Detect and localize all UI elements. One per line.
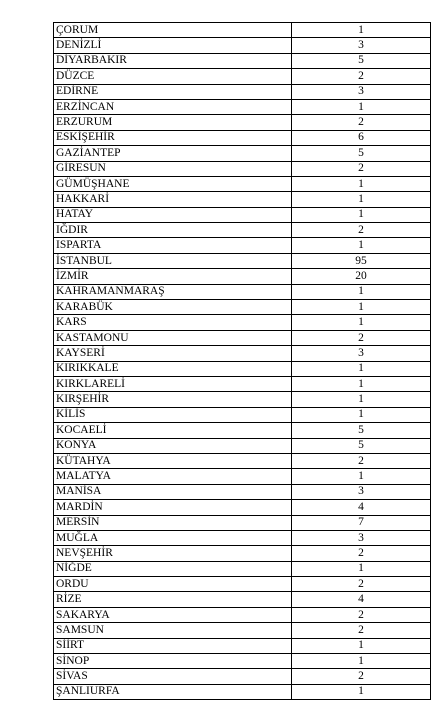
table-row [54,269,431,284]
province-name-cell: ERZURUM [54,115,292,130]
province-count-cell: 4 [292,500,431,515]
province-name-cell: KIRŞEHİR [54,392,292,407]
province-name-cell: ŞANLIURFA [54,684,292,699]
province-count-cell: 2 [292,623,431,638]
province-count-cell: 2 [292,546,431,561]
table-row [54,530,431,545]
province-count-cell: 20 [292,269,431,284]
province-count-cell: 5 [292,438,431,453]
province-count-table [53,22,431,700]
province-name-cell: MALATYA [54,469,292,484]
province-count-cell: 4 [292,592,431,607]
table-row [54,284,431,299]
province-name-cell: NİĞDE [54,561,292,576]
table-row [54,376,431,391]
table-row [54,592,431,607]
table-row [54,315,431,330]
province-name-cell: GÜMÜŞHANE [54,176,292,191]
table-row [54,300,431,315]
table-row [54,546,431,561]
province-count-cell: 5 [292,423,431,438]
table-row [54,638,431,653]
table-row [54,392,431,407]
province-count-cell: 2 [292,607,431,622]
table-row [54,684,431,699]
province-name-cell: KOCAELİ [54,423,292,438]
province-name-cell: MUĞLA [54,530,292,545]
table-row [54,207,431,222]
province-name-cell: KÜTAHYA [54,453,292,468]
province-name-cell: HAKKARİ [54,192,292,207]
province-name-cell: DENİZLİ [54,38,292,53]
province-count-cell: 3 [292,84,431,99]
province-count-cell: 5 [292,53,431,68]
province-count-cell: 6 [292,130,431,145]
province-count-cell: 1 [292,99,431,114]
province-count-cell: 3 [292,38,431,53]
table-row [54,253,431,268]
table-row [54,469,431,484]
province-count-cell: 2 [292,577,431,592]
table-row [54,99,431,114]
province-count-cell: 2 [292,69,431,84]
table-row [54,438,431,453]
province-count-cell: 1 [292,176,431,191]
province-count-cell: 1 [292,207,431,222]
province-name-cell: KIRIKKALE [54,361,292,376]
province-count-cell: 1 [292,407,431,422]
province-name-cell: IĞDIR [54,223,292,238]
province-name-cell: MERSİN [54,515,292,530]
province-name-cell: SİVAS [54,669,292,684]
province-name-cell: ERZİNCAN [54,99,292,114]
province-name-cell: KARABÜK [54,300,292,315]
province-count-cell: 1 [292,392,431,407]
province-name-cell: KONYA [54,438,292,453]
province-name-cell: KARS [54,315,292,330]
table-row [54,192,431,207]
table-row [54,515,431,530]
province-count-cell: 1 [292,23,431,38]
table-row [54,484,431,499]
province-count-cell: 2 [292,669,431,684]
province-count-cell: 1 [292,238,431,253]
province-name-cell: DİYARBAKIR [54,53,292,68]
table-row [54,623,431,638]
province-name-cell: KAHRAMANMARAŞ [54,284,292,299]
province-count-cell: 2 [292,161,431,176]
province-name-cell: KAYSERİ [54,346,292,361]
table-row [54,161,431,176]
province-count-cell: 2 [292,115,431,130]
table-row [54,38,431,53]
table-row [54,500,431,515]
province-count-cell: 1 [292,315,431,330]
province-name-cell: ISPARTA [54,238,292,253]
province-count-cell: 1 [292,684,431,699]
province-name-cell: DÜZCE [54,69,292,84]
table-row [54,130,431,145]
province-name-cell: EDİRNE [54,84,292,99]
province-name-cell: MARDİN [54,500,292,515]
province-name-cell: ORDU [54,577,292,592]
table-row [54,561,431,576]
table-row [54,238,431,253]
province-name-cell: RİZE [54,592,292,607]
table-row [54,654,431,669]
province-name-cell: MANİSA [54,484,292,499]
table-row [54,453,431,468]
province-count-cell: 2 [292,330,431,345]
province-name-cell: İSTANBUL [54,253,292,268]
province-count-cell: 1 [292,561,431,576]
table-row [54,423,431,438]
province-count-cell: 1 [292,654,431,669]
province-count-cell: 1 [292,300,431,315]
table-row [54,223,431,238]
table-row [54,69,431,84]
table-body [54,23,431,700]
table-row [54,346,431,361]
table-row [54,176,431,191]
table-row [54,407,431,422]
province-count-cell: 1 [292,284,431,299]
province-count-cell: 1 [292,376,431,391]
province-count-cell: 7 [292,515,431,530]
province-count-cell: 2 [292,453,431,468]
province-count-cell: 1 [292,469,431,484]
province-count-cell: 3 [292,484,431,499]
province-name-cell: GAZİANTEP [54,146,292,161]
province-count-cell: 1 [292,638,431,653]
province-name-cell: HATAY [54,207,292,222]
table-row [54,23,431,38]
province-name-cell: SAKARYA [54,607,292,622]
province-name-cell: KİLİS [54,407,292,422]
province-count-cell: 3 [292,346,431,361]
table-row [54,607,431,622]
table-row [54,577,431,592]
table-row [54,53,431,68]
table-row [54,669,431,684]
table-row [54,361,431,376]
province-name-cell: SİİRT [54,638,292,653]
province-count-cell: 3 [292,530,431,545]
table-row [54,84,431,99]
province-name-cell: SAMSUN [54,623,292,638]
table-row [54,330,431,345]
province-count-cell: 2 [292,223,431,238]
province-name-cell: SİNOP [54,654,292,669]
province-name-cell: KIRKLARELİ [54,376,292,391]
province-name-cell: KASTAMONU [54,330,292,345]
table-row [54,146,431,161]
province-name-cell: ÇORUM [54,23,292,38]
province-name-cell: İZMİR [54,269,292,284]
province-name-cell: GİRESUN [54,161,292,176]
province-count-cell: 95 [292,253,431,268]
table-row [54,115,431,130]
province-name-cell: ESKİŞEHİR [54,130,292,145]
province-count-cell: 5 [292,146,431,161]
province-count-cell: 1 [292,192,431,207]
province-name-cell: NEVŞEHİR [54,546,292,561]
province-count-cell: 1 [292,361,431,376]
